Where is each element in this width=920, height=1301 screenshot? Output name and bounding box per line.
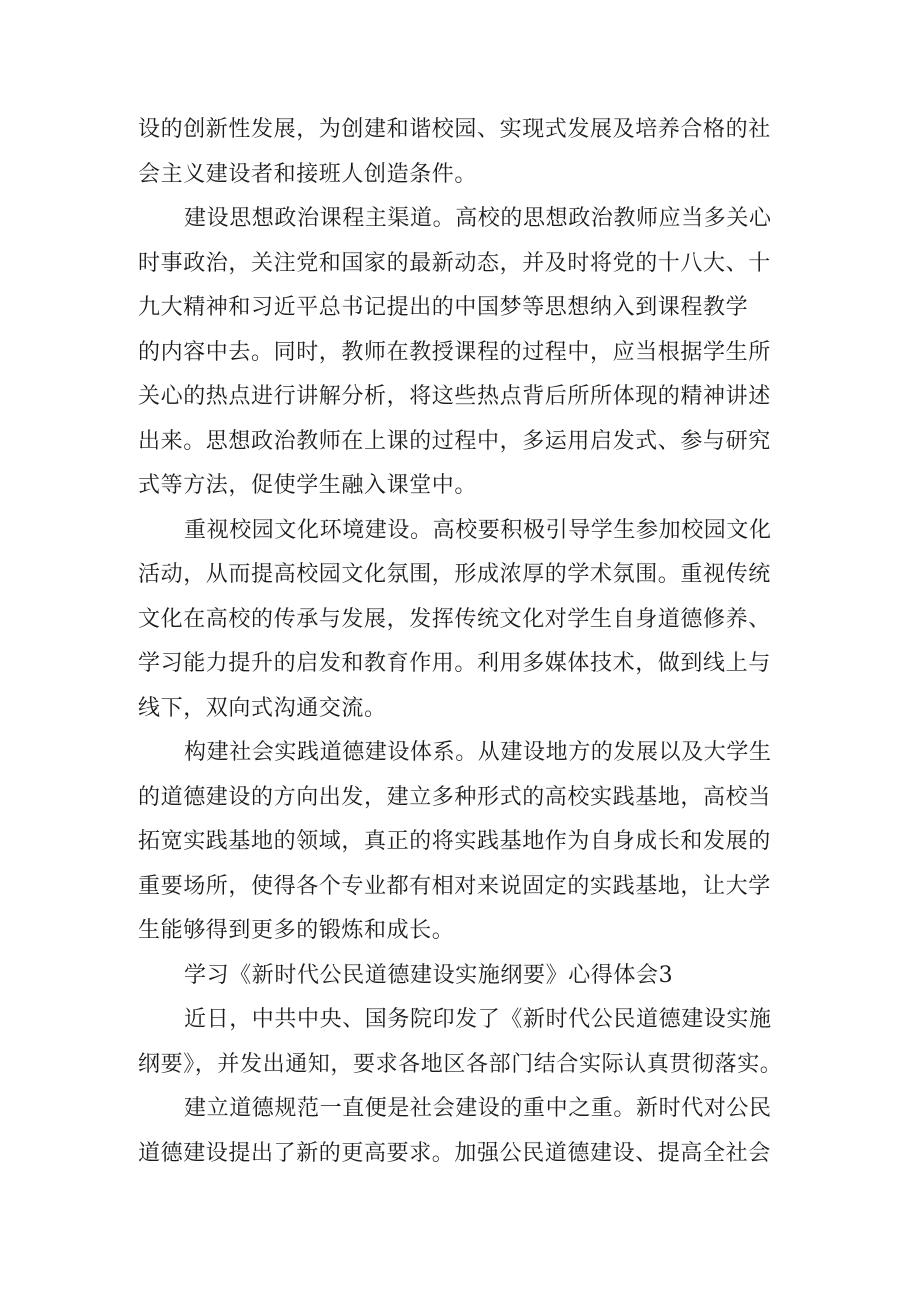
text-line: 拓宽实践基地的领域，真正的将实践基地作为自身成长和发展的 [138,829,771,854]
text-line: 道德建设提出了新的更高要求。加强公民道德建设、提高全社会 [138,1140,771,1166]
text-line: 建立道德规范一直便是社会建设的重中之重。新时代对公民 [184,1096,772,1121]
text-line: 关心的热点进行讲解分析，将这些热点背后所所体现的精神讲述 [138,384,771,409]
text-line: 学习《新时代公民道德建设实施纲要》心得体会3 [184,962,674,988]
text-line: 线下，双向式沟通交流。 [138,695,387,721]
text-line: 重要场所，使得各个专业都有相对来说固定的实践基地，让大学 [138,873,771,899]
text-line: 学习能力提升的启发和教育作用。利用多媒体技术，做到线上与 [138,651,771,676]
text-line: 设的创新性发展，为创建和谐校园、实现式发展及培养合格的社 [138,117,771,142]
text-line: 式等方法，促使学生融入课堂中。 [138,473,478,498]
text-line: 纲要》，并发出通知，要求各地区各部门结合实际认真贯彻落实。 [138,1051,783,1077]
text-line: 出来。思想政治教师在上课的过程中，多运用启发式、参与研究 [138,428,771,454]
text-line: 重视校园文化环境建设。高校要积极引导学生参加校园文化 [184,517,772,543]
text-line: 活动，从而提高校园文化氛围，形成浓厚的学术氛围。重视传统 [138,562,771,587]
text-line: 九大精神和习近平总书记提出的中国梦等思想纳入到课程教学 [138,295,749,320]
text-line: 的道德建设的方向出发，建立多种形式的高校实践基地，高校当 [138,784,771,810]
text-line: 构建社会实践道德建设体系。从建设地方的发展以及大学生 [184,740,772,765]
document-body [138,108,802,1176]
text-line: 的内容中去。同时，教师在教授课程的过程中，应当根据学生所 [138,339,771,365]
text-line: 近日，中共中央、国务院印发了《新时代公民道德建设实施 [184,1007,772,1032]
text-line: 建设思想政治课程主渠道。高校的思想政治教师应当多关心 [184,206,772,231]
text-line: 文化在高校的传承与发展，发挥传统文化对学生自身道德修养、 [138,606,771,632]
text-line: 会主义建设者和接班人创造条件。 [138,161,478,187]
text-line: 时事政治，关注党和国家的最新动态，并及时将党的十八大、十 [138,250,771,276]
text-line: 生能够得到更多的锻炼和成长。 [138,918,455,943]
